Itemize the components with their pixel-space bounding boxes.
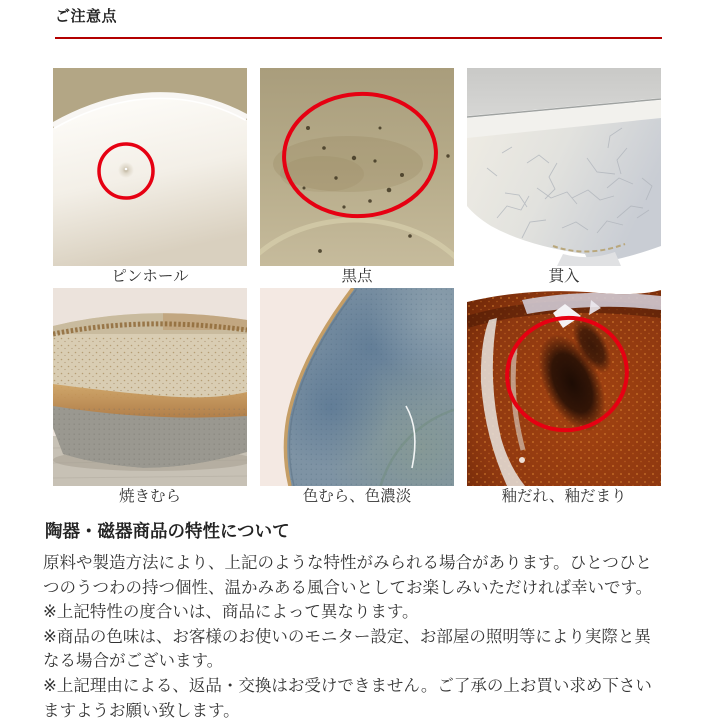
- pinhole-illustration: [53, 68, 247, 266]
- pinhole-photo: [53, 68, 247, 266]
- red-divider: [55, 37, 662, 39]
- notes-heading: 陶器・磁器商品の特性について: [45, 521, 290, 541]
- crazing-photo: [467, 68, 661, 266]
- note-line: つのうつわの持つ個性、温かみある風合いとしてお楽しみいただければ幸いです。: [43, 578, 653, 597]
- gallery-item-black-spots: [260, 68, 454, 288]
- gallery-item-color-unevenness: [260, 288, 454, 508]
- color-unevenness-photo: [260, 288, 454, 486]
- gallery-item-firing-unevenness: [53, 288, 247, 508]
- note-line: ※商品の色味は、お客様のお使いのモニター設定、お部屋の照明等により実際と異: [43, 627, 651, 646]
- defect-gallery: [53, 68, 661, 508]
- glaze-drip-photo: [467, 288, 661, 486]
- note-line: ※上記理由による、返品・交換はお受けできません。ご了承の上お買い求め下さい: [43, 676, 652, 695]
- color-unevenness-illustration: [260, 288, 454, 486]
- note-line: なる場合がございます。: [43, 652, 224, 671]
- crazing-illustration: [467, 68, 661, 266]
- caption-pinhole: ピンホール: [111, 268, 189, 285]
- black-spots-photo: [260, 68, 454, 266]
- glaze-drip-illustration: [467, 288, 661, 486]
- gallery-item-crazing: [467, 68, 661, 288]
- black-spots-illustration: [260, 68, 454, 266]
- gallery-item-glaze-drip: [467, 288, 661, 508]
- caption-color-unevenness: 色むら、色濃淡: [302, 488, 412, 505]
- page-title: ご注意点: [55, 8, 118, 25]
- caption-black-spots: 黒点: [341, 268, 373, 285]
- caption-glaze-drip: 釉だれ、釉だまり: [501, 488, 627, 505]
- gallery-item-pinhole: [53, 68, 247, 288]
- note-line: ※上記特性の度合いは、商品によって異なります。: [43, 603, 419, 622]
- note-line: ますようお願い致します。: [43, 701, 240, 720]
- firing-unevenness-illustration: [53, 288, 247, 486]
- note-line: 原料や製造方法により、上記のような特性がみられる場合があります。ひとつひと: [43, 554, 652, 572]
- firing-unevenness-photo: [53, 288, 247, 486]
- caption-crazing: 貫入: [548, 268, 580, 285]
- notes-section: [43, 518, 683, 723]
- caption-firing-unevenness: 焼きむら: [118, 488, 181, 505]
